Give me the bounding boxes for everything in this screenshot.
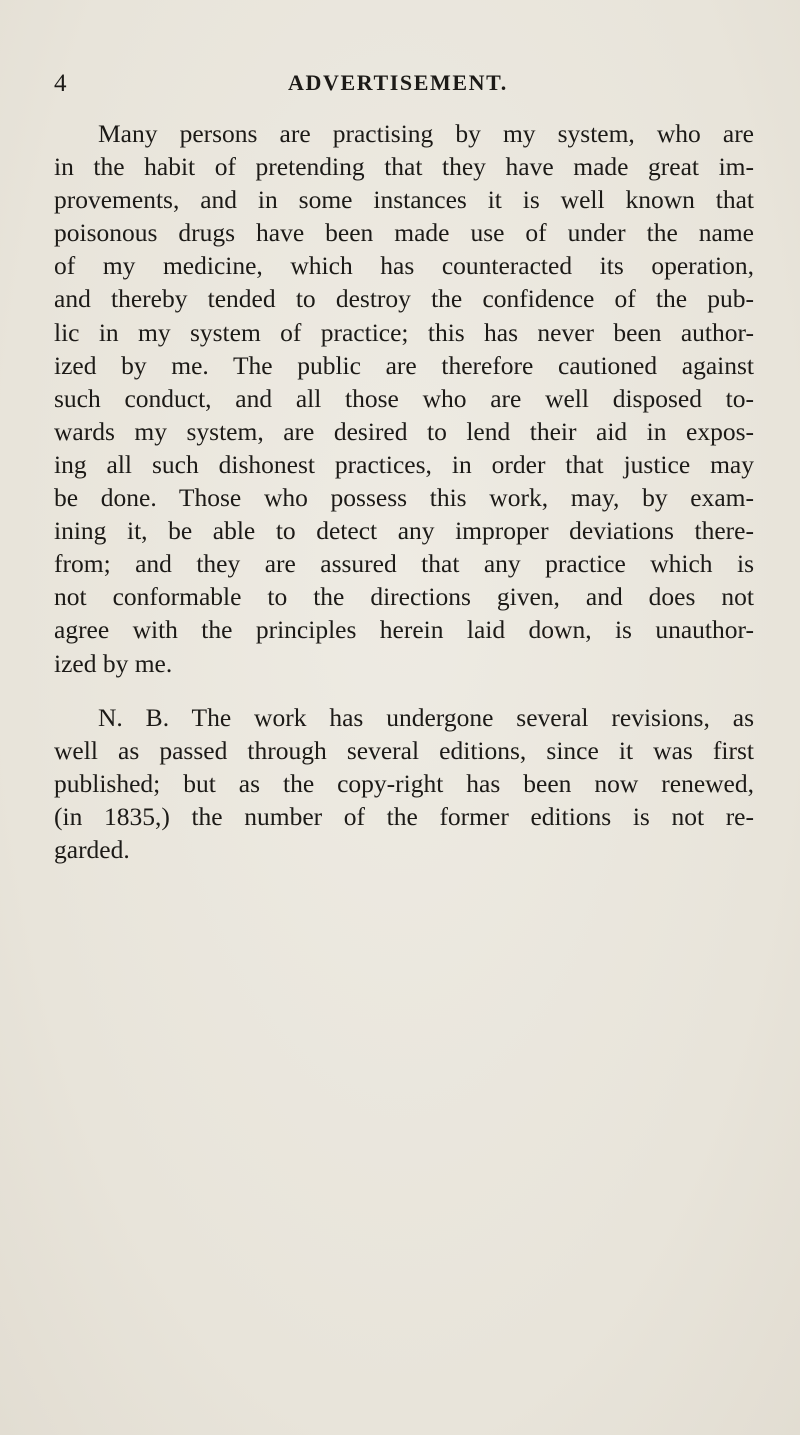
running-head-title: ADVERTISEMENT. (288, 70, 508, 95)
text-line: garded. (54, 834, 130, 864)
text-line: be done. Those who possess this work, may, by exam- (54, 483, 754, 513)
text-line: ining it, be able to detect any improper deviations there- (54, 516, 754, 546)
body-text (54, 117, 754, 866)
text-line: poisonous drugs have been made use of under the name (54, 218, 754, 248)
paragraph-gap (54, 680, 754, 701)
text-line: ing all such dishonest practices, in order that justice may (54, 449, 754, 479)
running-head (0, 70, 800, 106)
text-line: agree with the principles herein laid down, is unauthor- (54, 615, 754, 645)
text-line: provements, and in some instances it is well known that (54, 185, 754, 215)
text-line: wards my system, are desired to lend their aid in expos- (54, 416, 754, 446)
text-line: (in 1835,) the number of the former editions is not re- (54, 801, 754, 831)
text-line: of my medicine, which has counteracted its operation, (54, 251, 754, 281)
text-line: lic in my system of practice; this has never been author- (54, 317, 754, 347)
text-line: not conformable to the directions given, and does not (54, 582, 754, 612)
paragraph-caution (54, 117, 754, 680)
text-line: well as passed through several editions, since it was first (54, 735, 754, 765)
text-line: in the habit of pretending that they have made great im- (54, 152, 754, 182)
text-line: ized by me. (54, 648, 173, 678)
text-line: Many persons are practising by my system, who are (98, 119, 754, 148)
text-line: ized by me. The public are therefore cautioned against (54, 350, 754, 380)
text-line: N. B. The work has undergone several revisions, as (98, 702, 754, 732)
paragraph-nota-bene (54, 701, 754, 866)
text-line: and thereby tended to destroy the confidence of the pub- (54, 284, 754, 314)
text-line: such conduct, and all those who are well disposed to- (54, 383, 754, 413)
text-line: from; and they are assured that any practice which is (54, 549, 754, 579)
text-line: published; but as the copy-right has been now renewed, (54, 768, 754, 798)
page-number: 4 (54, 70, 67, 97)
